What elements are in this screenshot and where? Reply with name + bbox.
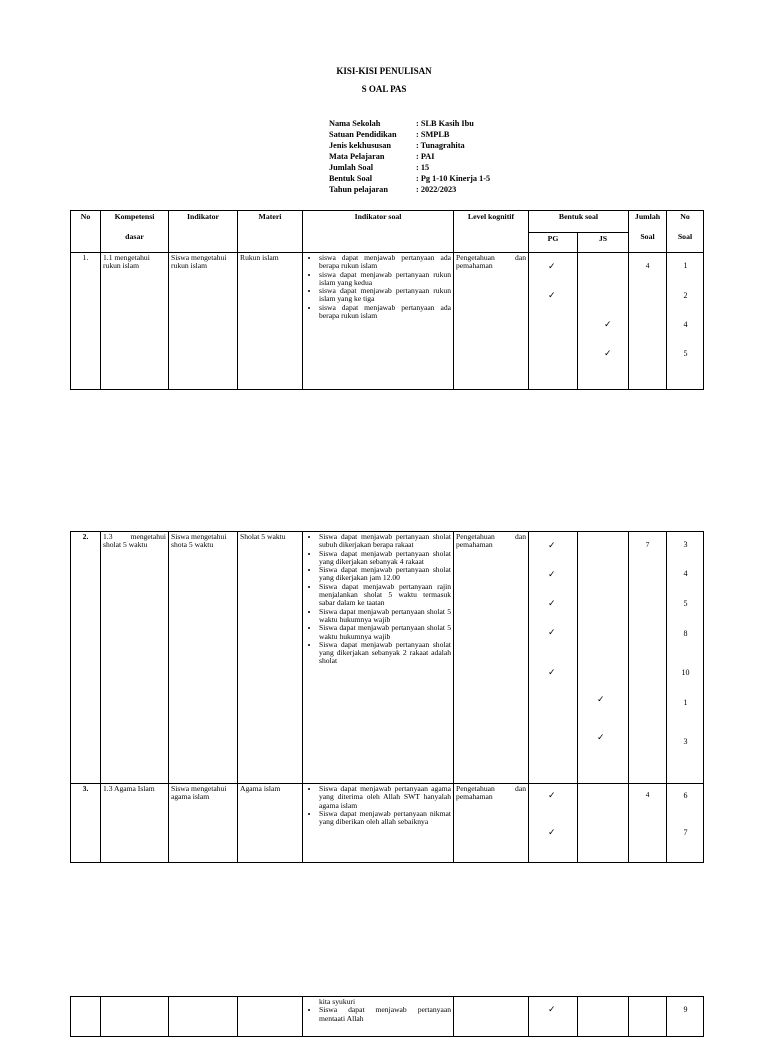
header-no: No xyxy=(71,211,101,253)
check-icon: ✓ xyxy=(597,732,605,742)
row-pg xyxy=(529,532,578,784)
header-bentuk-soal: Bentuk soal xyxy=(529,211,629,233)
indikator-item: • Siswa dapat menjawab pertanyaan mentaati Allah xyxy=(319,1006,451,1023)
row-number: 2. xyxy=(71,532,101,784)
check-icon: ✓ xyxy=(597,694,605,704)
info-row-unit: Satuan Pendidikan : SMPLB xyxy=(329,130,450,139)
kisi-table-2 xyxy=(70,531,704,863)
check-icon: ✓ xyxy=(548,540,556,550)
row-materi: Rukun islam xyxy=(238,253,303,390)
row-indikator xyxy=(169,997,238,1037)
row-indikator-soal: kita syukuri • Siswa dapat menjawab pertanyaan mentaati Allah xyxy=(303,997,454,1037)
row-js xyxy=(578,253,629,390)
row-level: Pengetahuan dan pemahaman xyxy=(454,253,529,390)
indikator-item: • Siswa dapat menjawab pertanyaan sholat yang dikerjakan sebanyak 2 rakaat adalah sholat xyxy=(319,641,451,666)
table-row xyxy=(71,532,704,784)
header-kompetensi: Kompetensi dasar xyxy=(101,211,169,253)
indikator-item: • Siswa dapat menjawab pertanyaan sholat subuh dikerjakan berapa rakaat xyxy=(319,533,451,550)
check-icon: ✓ xyxy=(548,667,556,677)
indikator-item: • siswa dapat menjawab pertanyaan ada berapa rukun islam xyxy=(319,304,451,321)
table-row xyxy=(71,253,704,390)
check-icon: ✓ xyxy=(548,627,556,637)
info-row-year: Tahun pelajaran : 2022/2023 xyxy=(329,185,457,194)
header-materi: Materi xyxy=(238,211,303,253)
indikator-item: • Siswa dapat menjawab pertanyaan nikmat yang diberikan oleh allah sebaiknya xyxy=(319,810,451,827)
row-indikator: Siswa mengetahui agama islam xyxy=(169,784,238,863)
indikator-item: • siswa dapat menjawab pertanyaan rukun islam yang ke tiga xyxy=(319,287,451,304)
kisi-table-3 xyxy=(70,996,704,1037)
row-indikator-soal xyxy=(303,532,454,784)
check-icon: ✓ xyxy=(548,827,556,837)
row-pg xyxy=(529,253,578,390)
indikator-item: • Siswa dapat menjawab pertanyaan sholat yang dikerjakan sebanyak 4 rakaat xyxy=(319,550,451,567)
document-title: KISI-KISI PENULISAN xyxy=(336,66,432,76)
row-indikator: Siswa mengetahui rukun islam xyxy=(169,253,238,390)
row-kompetensi: 1.3 Agama Islam xyxy=(101,784,169,863)
row-number: 3. xyxy=(71,784,101,863)
row-indikator: Siswa mengetahui shota 5 waktu xyxy=(169,532,238,784)
row-no-soal: 6 7 xyxy=(667,784,704,863)
table-row xyxy=(71,784,704,863)
indikator-item: • siswa dapat menjawab pertanyaan rukun islam yang kedua xyxy=(319,271,451,288)
row-number xyxy=(71,997,101,1037)
check-icon: ✓ xyxy=(548,569,556,579)
row-js xyxy=(578,784,629,863)
header-jumlah: Jumlah Soal xyxy=(629,211,667,253)
row-no-soal: 3 4 5 8 10 1 3 xyxy=(667,532,704,784)
row-pg xyxy=(529,784,578,863)
row-kompetensi: 1.1 mengetahui rukun islam xyxy=(101,253,169,390)
header-indikator-soal: Indikator soal xyxy=(303,211,454,253)
row-js xyxy=(578,532,629,784)
check-icon: ✓ xyxy=(604,319,612,329)
check-icon: ✓ xyxy=(548,598,556,608)
header-js: JS xyxy=(578,233,629,253)
header-no-soal: No Soal xyxy=(667,211,704,253)
table-header-row xyxy=(71,211,704,233)
info-row-form: Bentuk Soal : Pg 1-10 Kinerja 1-5 xyxy=(329,174,491,183)
row-materi: Sholat 5 waktu xyxy=(238,532,303,784)
row-indikator-soal xyxy=(303,784,454,863)
header-indikator: Indikator xyxy=(169,211,238,253)
indikator-item: • Siswa dapat menjawab pertanyaan sholat 5 waktu hukumnya wajib xyxy=(319,608,451,625)
row-kompetensi: 1.3 mengetahui sholat 5 waktu xyxy=(101,532,169,784)
indikator-item: • Siswa dapat menjawab pertanyaan rajin menjalankan sholat 5 waktu termasuk sabar dalam ke taatan xyxy=(319,583,451,608)
row-level: Pengetahuan dan pemahaman xyxy=(454,784,529,863)
indikator-item: • Siswa dapat menjawab pertanyaan sholat yang dikerjakan jam 12.00 xyxy=(319,566,451,583)
row-pg xyxy=(529,997,578,1037)
row-js xyxy=(578,997,629,1037)
info-row-school: Nama Sekolah : SLB Kasih Ibu xyxy=(329,119,474,128)
document-subtitle: S OAL PAS xyxy=(361,84,407,94)
row-no-soal: 1 2 4 5 xyxy=(667,253,704,390)
row-no-soal: 9 xyxy=(667,997,704,1037)
check-icon: ✓ xyxy=(548,1004,556,1014)
kisi-table-1 xyxy=(70,210,704,390)
info-row-type: Jenis kekhususan : Tunagrahita xyxy=(329,141,465,150)
row-level: Pengetahuan dan pemahaman xyxy=(454,532,529,784)
row-indikator-soal xyxy=(303,253,454,390)
row-jumlah: 4 xyxy=(629,784,667,863)
school-info xyxy=(329,118,490,195)
row-jumlah xyxy=(629,997,667,1037)
check-icon: ✓ xyxy=(548,261,556,271)
check-icon: ✓ xyxy=(604,348,612,358)
table-row xyxy=(71,997,704,1037)
row-jumlah: 7 xyxy=(629,532,667,784)
row-number: 1. xyxy=(71,253,101,390)
header-level: Level kognitif xyxy=(454,211,529,253)
row-level xyxy=(454,997,529,1037)
indikator-item: • Siswa dapat menjawab pertanyaan agama yang diterima oleh Allah SWT hanyalah agama islam xyxy=(319,785,451,810)
row-materi xyxy=(238,997,303,1037)
check-icon: ✓ xyxy=(548,290,556,300)
row-jumlah: 4 xyxy=(629,253,667,390)
indikator-item: • siswa dapat menjawab pertanyaan ada berapa rukun islam xyxy=(319,254,451,271)
check-icon: ✓ xyxy=(548,790,556,800)
indikator-item: • Siswa dapat menjawab pertanyaan sholat 5 waktu hukumnya wajib xyxy=(319,624,451,641)
header-pg: PG xyxy=(529,233,578,253)
row-kompetensi xyxy=(101,997,169,1037)
row-materi: Agama islam xyxy=(238,784,303,863)
info-row-count: Jumlah Soal : 15 xyxy=(329,163,430,172)
info-row-subject: Mata Pelajaran : PAI xyxy=(329,152,435,161)
